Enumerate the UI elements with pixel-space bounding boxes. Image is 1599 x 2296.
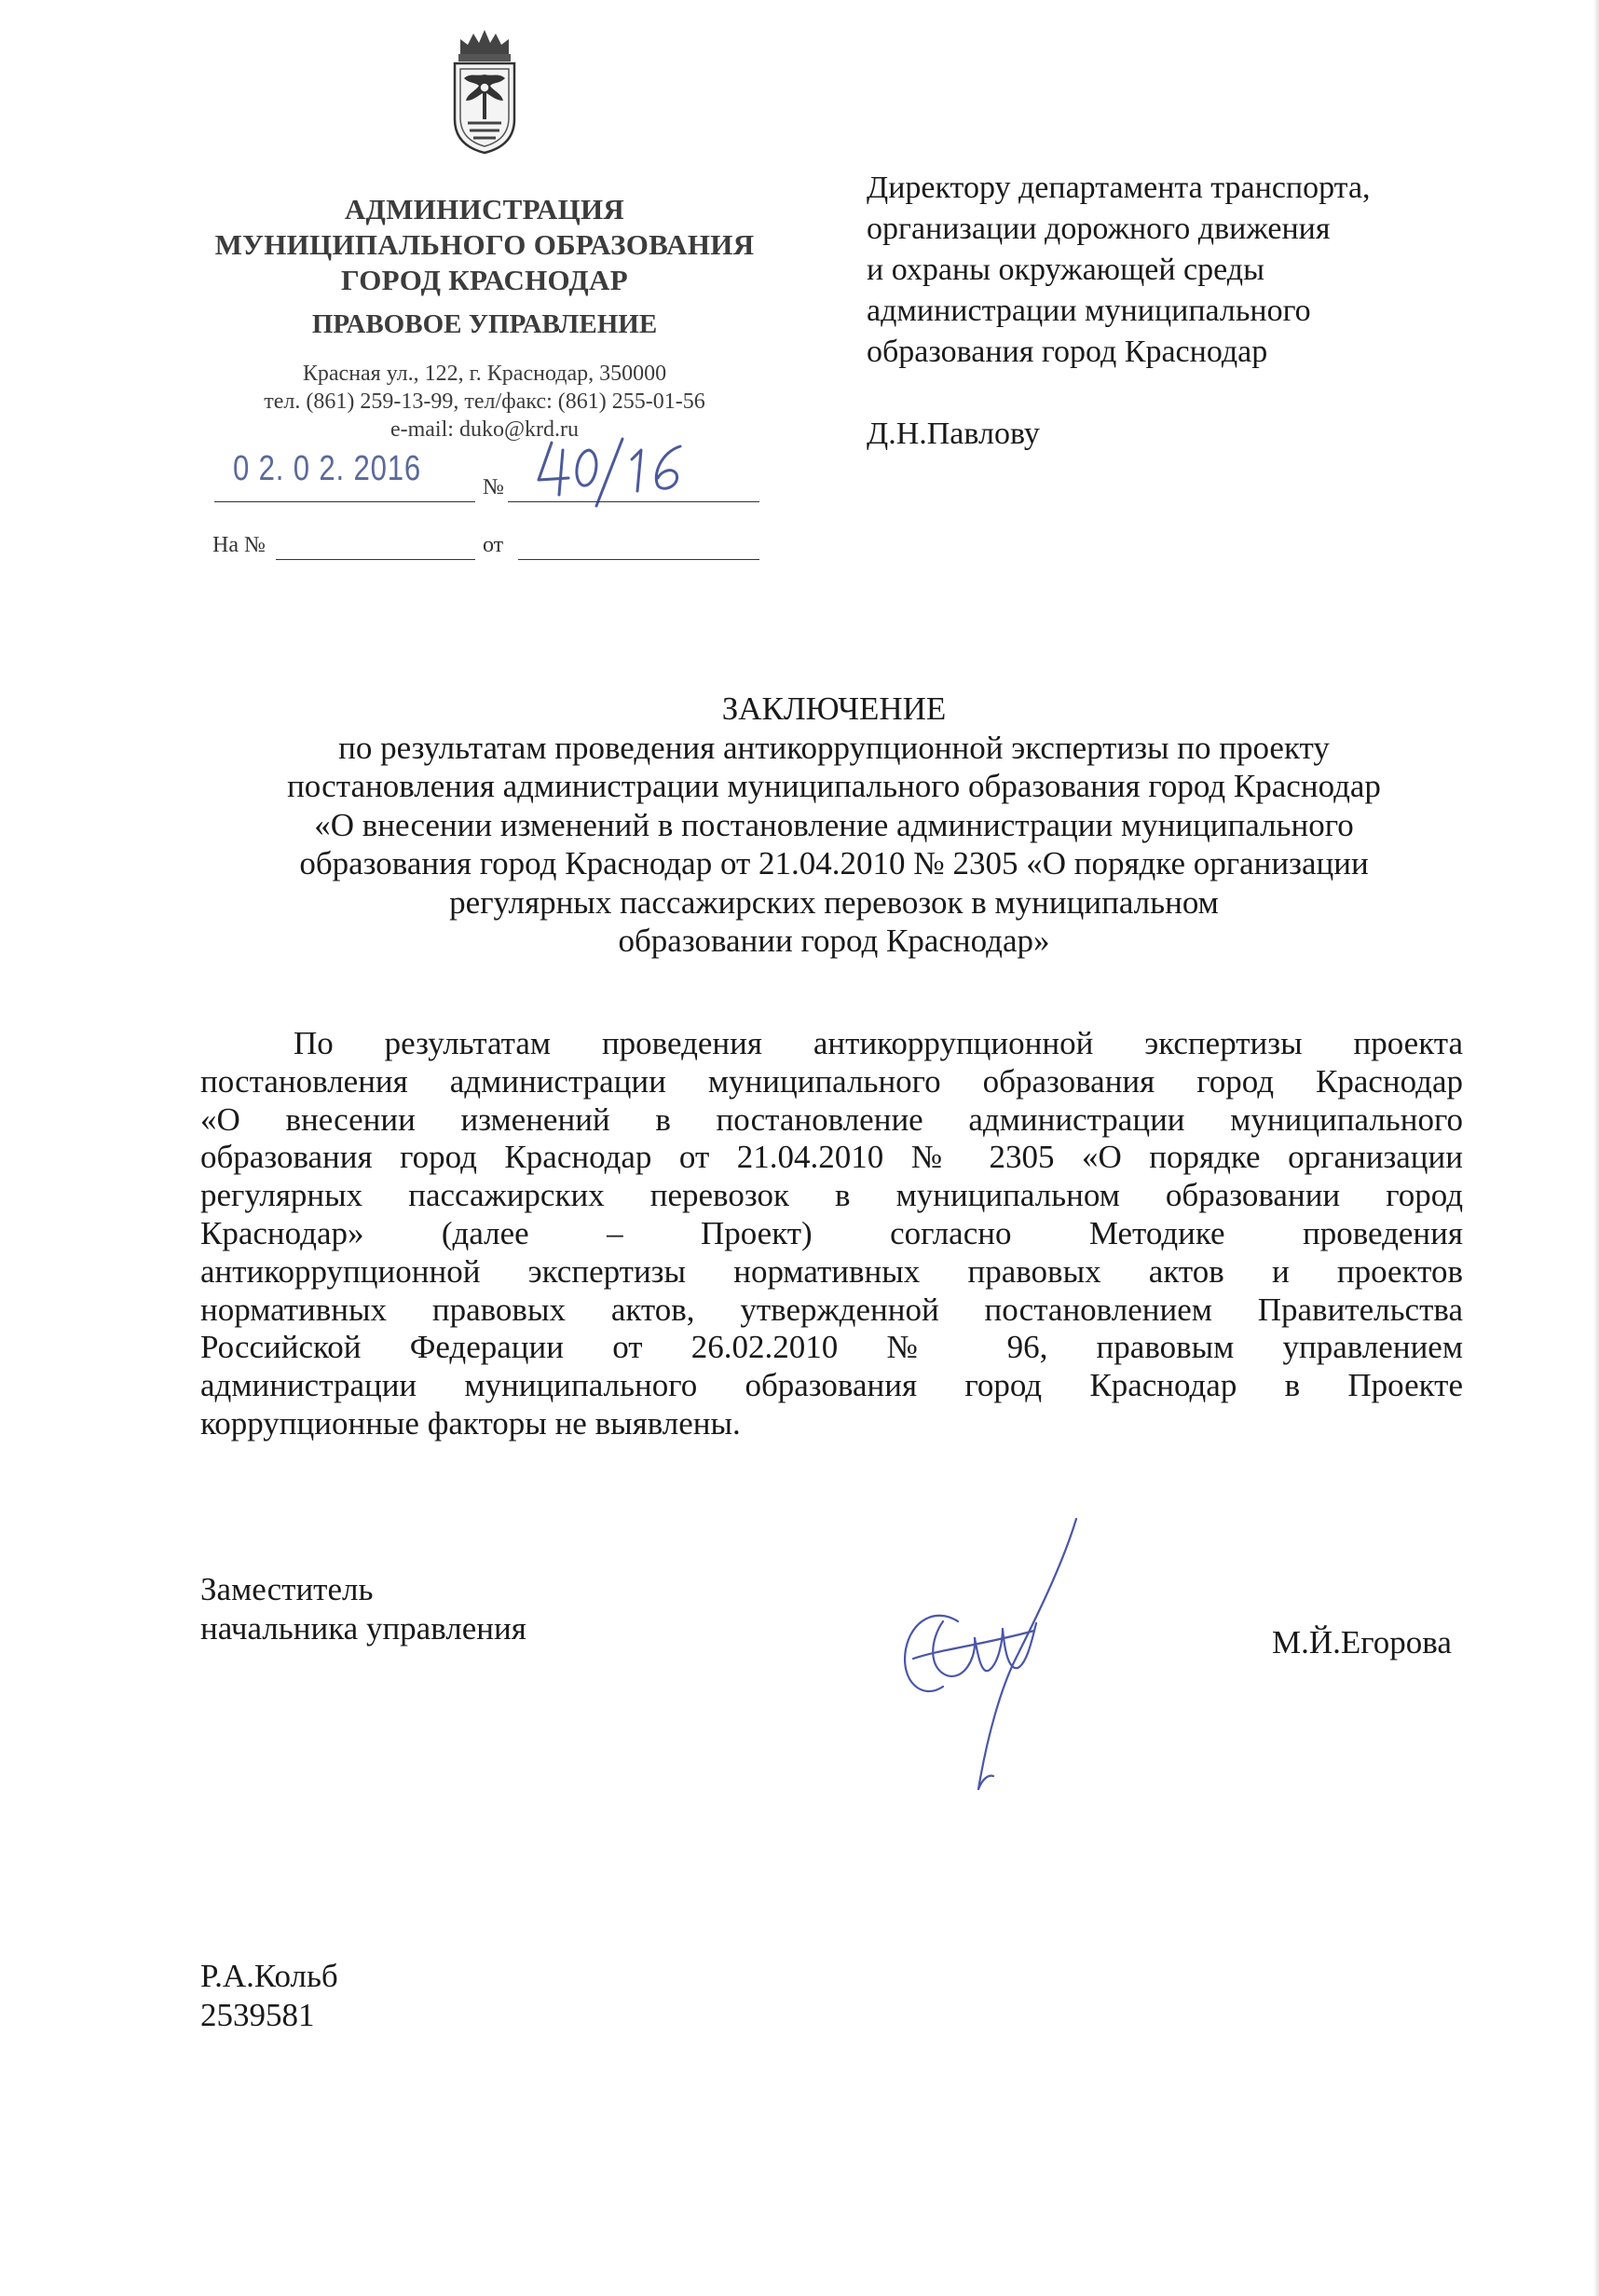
conclusion-paragraph	[200, 1025, 1463, 1443]
addressee-line: организации дорожного движения	[867, 212, 1331, 246]
addressee-line: Директору департамента транспорта,	[867, 171, 1371, 205]
number-line	[508, 501, 759, 502]
body-line: Краснодар» (далее – Проект) согласно Методике проведения	[200, 1214, 1463, 1251]
org-address: Красная ул., 122, г. Краснодар, 350000	[302, 362, 667, 386]
handwritten-signature	[885, 1510, 1100, 1817]
department-name: ПРАВОВОЕ УПРАВЛЕНИЕ	[311, 309, 658, 339]
org-phones: тел. (861) 259-13-99, тел/факс: (861) 255-01-56	[264, 390, 705, 414]
addressee-line: администрации муниципального	[867, 294, 1311, 328]
reference-date-line	[518, 559, 759, 560]
scan-edge-shadow	[1593, 0, 1599, 2296]
reference-number-label: На №	[212, 533, 266, 557]
body-line: Российской Федерации от 26.02.2010 № 96, правовым управлением	[200, 1329, 1463, 1366]
addressee-line: образования город Краснодар	[867, 335, 1268, 369]
document-heading: ЗАКЛЮЧЕНИЕ	[721, 690, 947, 727]
body-line: нормативных правовых актов, утвержденной постановлением Правительства	[200, 1291, 1463, 1328]
executor-name: Р.А.Кольб	[200, 1958, 338, 1994]
reference-number-line	[276, 559, 475, 560]
date-line	[214, 501, 475, 502]
body-line: «О внесении изменений в постановление администрации муниципального	[200, 1100, 1463, 1138]
org-email: e-mail: duko@krd.ru	[390, 417, 580, 442]
title-line: регулярных пассажирских перевозок в муниципальном	[449, 883, 1219, 921]
signer-position-line: начальника управления	[200, 1610, 526, 1647]
addressee-name: Д.Н.Павлову	[867, 417, 1040, 451]
body-line: постановления администрации муниципального образования город Краснодар	[200, 1062, 1463, 1100]
signer-name: М.Й.Егорова	[1272, 1624, 1452, 1660]
outgoing-date-stamp: 0 2. 0 2. 2016	[233, 449, 422, 488]
document-title	[200, 690, 1468, 961]
title-line: «О внесении изменений в постановление администрации муниципального	[314, 806, 1354, 843]
signer-position-line: Заместитель	[200, 1571, 374, 1607]
body-line: коррупционные факторы не выявлены.	[200, 1404, 741, 1442]
reference-date-label: от	[483, 533, 504, 557]
body-line: По результатам проведения антикоррупционной экспертизы проекта	[294, 1025, 1463, 1061]
executor-block	[200, 1957, 338, 2035]
letterhead	[200, 26, 769, 444]
signer-position	[200, 1570, 526, 1648]
number-sign-label: №	[483, 475, 504, 499]
handwritten-outgoing-number	[531, 433, 699, 508]
title-line: образования город Краснодар от 21.04.2010 № 2305 «О порядке организации	[299, 845, 1369, 882]
title-line: образовании город Краснодар»	[618, 922, 1050, 959]
coat-of-arms-icon	[447, 26, 522, 157]
org-name-line: АДМИНИСТРАЦИЯ	[344, 193, 625, 226]
addressee-block	[867, 168, 1519, 455]
title-line: по результатам проведения антикоррупционной экспертизы по проекту	[338, 729, 1330, 766]
body-line: антикоррупционной экспертизы нормативных правовых актов и проектов	[200, 1252, 1463, 1290]
org-name-line: МУНИЦИПАЛЬНОГО ОБРАЗОВАНИЯ	[214, 228, 755, 261]
body-line: регулярных пассажирских перевозок в муниципальном образовании город	[200, 1177, 1463, 1214]
body-line: образования город Краснодар от 21.04.2010 № 2305 «О порядке организации	[200, 1139, 1463, 1176]
body-line: администрации муниципального образования город Краснодар в Проекте	[200, 1367, 1463, 1404]
title-line: постановления администрации муниципального образования город Краснодар	[287, 768, 1381, 804]
addressee-line: и охраны окружающей среды	[867, 253, 1264, 287]
org-name-line: ГОРОД КРАСНОДАР	[341, 264, 628, 296]
executor-phone: 2539581	[200, 1997, 315, 2033]
